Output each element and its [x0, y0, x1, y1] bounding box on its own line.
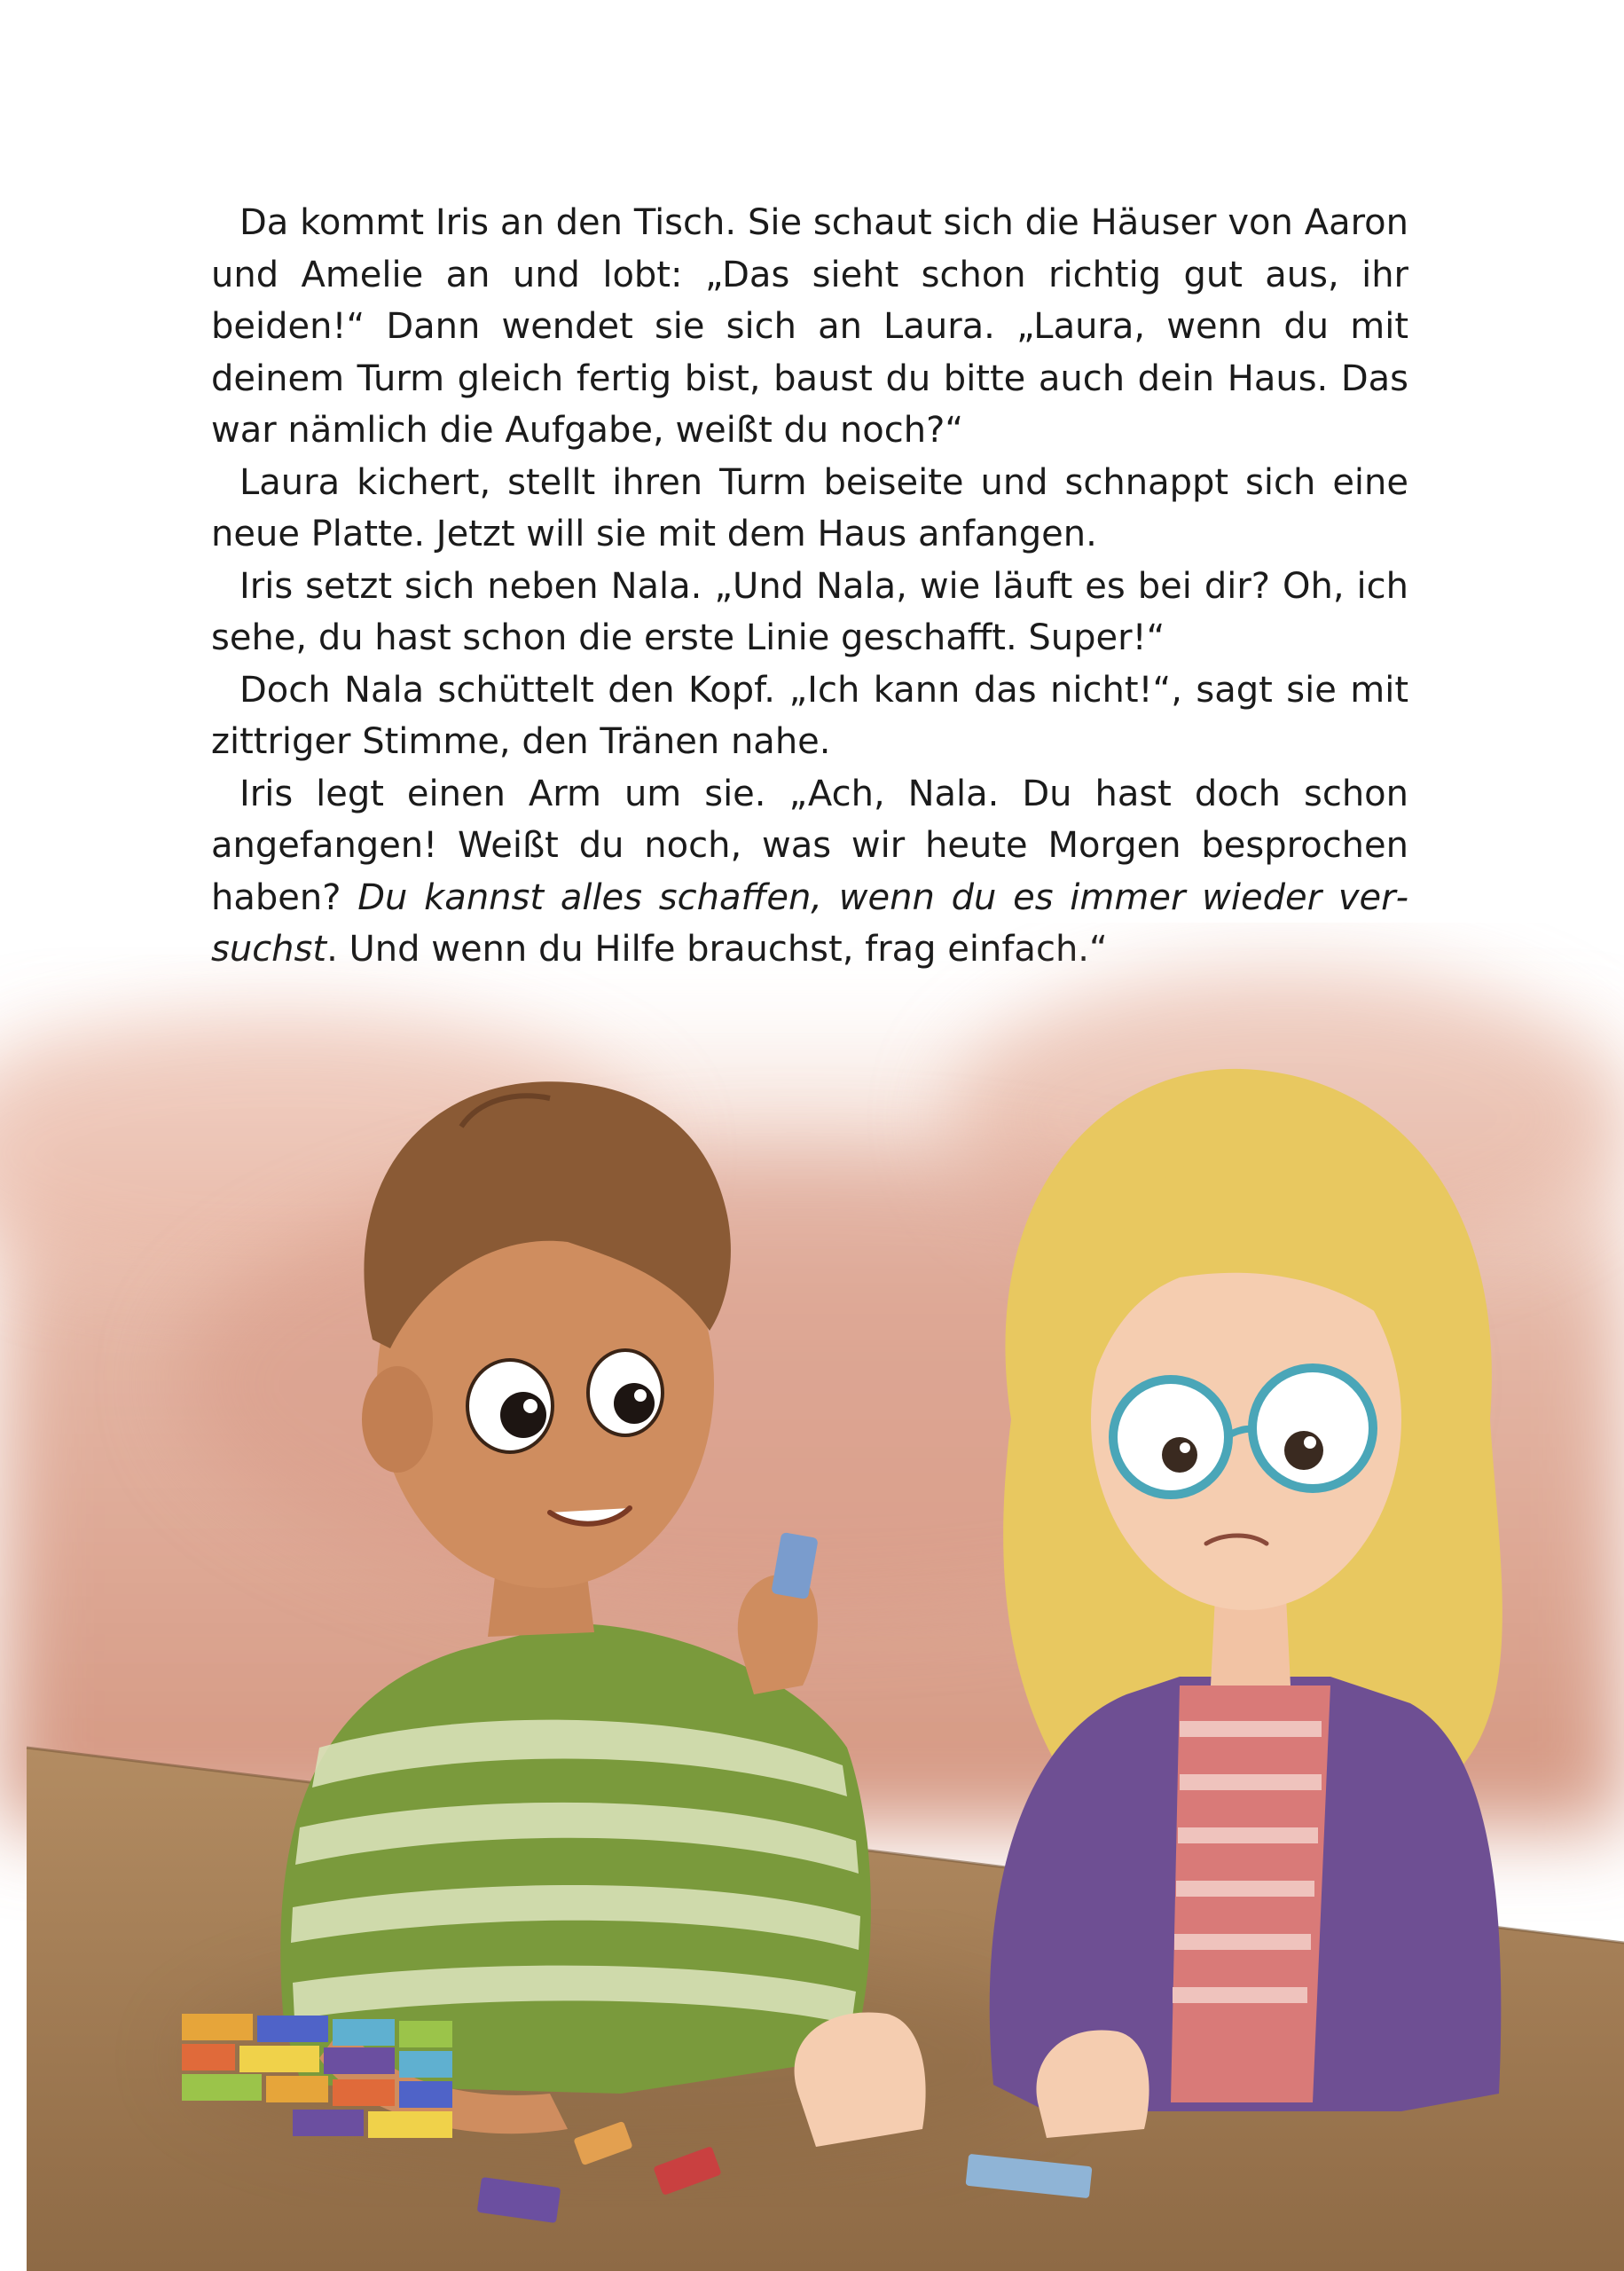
- paragraph-5-italic: Du kannst alles schaffen, wenn du es immer wieder versuchst: [211, 876, 1408, 970]
- paragraph-3: Iris setzt sich neben Nala. „Und Nala, wie läuft es bei dir? Oh, ich sehe, du hast schon die erste Linie geschafft. Super!“: [211, 565, 1408, 658]
- paragraph-2: Laura kichert, stellt ihren Turm beiseite und schnappt sich eine neue Platte. Jetzt will sie mit dem Haus anfangen.: [211, 461, 1408, 554]
- story-text: [211, 197, 1408, 976]
- paragraph-5-end: . Und wenn du Hilfe brauchst, frag einfach.“: [326, 929, 1108, 970]
- paragraph-5-start: Iris legt einen Arm um sie. „Ach, Nala. Du hast doch schon angefangen! Weißt du noch, was wir heute Morgen besprochen haben?: [211, 773, 1408, 918]
- paragraph-4: Doch Nala schüttelt den Kopf. „Ich kann das nicht!“, sagt sie mit zittriger Stimme, den Tränen nahe.: [211, 669, 1408, 762]
- paragraph-1: Da kommt Iris an den Tisch. Sie schaut sich die Häuser von Aaron und Amelie an und lobt: „Das sieht schon richtig gut aus, ihr beiden!“ Dann wendet sie sich an Laura. „Laura, wenn du mit deinem Turm gleich fertig bist, baust du bitte auch dein Haus. Das war nämlich die Aufgabe, weißt du noch?“: [211, 202, 1408, 451]
- illustration: [0, 923, 1624, 2271]
